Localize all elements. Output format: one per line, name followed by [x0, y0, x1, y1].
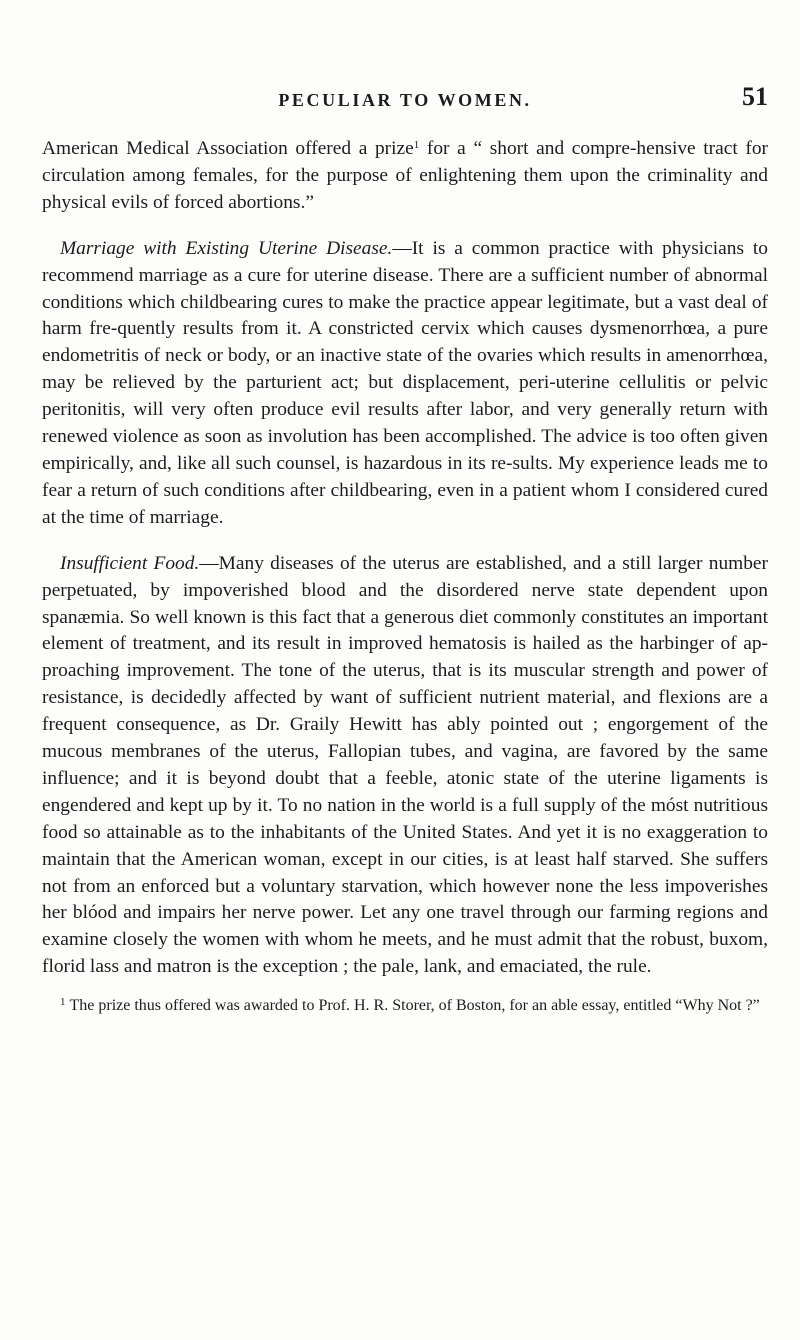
paragraph-text: —It is a common practice with physicians to recommend marriage as a cure for uterine disease. There are a sufficient number of abnormal conditions which childbearing cures to make the practice appear legitimate, but a vast deal of harm fre-quently results from it. A constricted cervix which causes dysmenorrhœa, a pure endometritis of neck or body, or an inactive state of the ovaries which results in amenorrhœa, may be relieved by the parturient act; but displacement, peri-uterine cellulitis or pelvic peritonitis, will very often produce evil results after labor, and very generally return with renewed violence as soon as involution has been accomplished. The advice is too often given empirically, and, like all such counsel, is hazardous in its re-sults. My experience leads me to fear a return of such conditions after childbearing, even in a patient whom I considered cured at the time of marriage.: [42, 237, 768, 528]
section-heading-marriage: Marriage with Existing Uterine Disease.: [60, 237, 393, 259]
footnote-mark: 1: [60, 996, 66, 1009]
footnote-text: The prize thus offered was awarded to Prof. H. R. Storer, of Boston, for an able essay, entitled “Why Not ?”: [69, 997, 760, 1015]
footnote-reference: 1: [413, 139, 420, 151]
paragraph-association-prize: [42, 136, 768, 217]
paragraph-text: for a “ short and compre-hensive tract for circulation among females, for the purpose of enlightening them upon the criminality and physical evils of forced abortions.”: [42, 138, 769, 213]
page-number: 51: [742, 82, 768, 111]
section-heading-insufficient-food: Insufficient Food.: [60, 552, 200, 574]
paragraph-marriage-uterine-disease: [42, 236, 768, 532]
footnote: [42, 995, 768, 1017]
paragraph-text: American Medical Association offered a prize: [42, 138, 414, 159]
running-title: PECULIAR TO WOMEN.: [278, 90, 532, 110]
paragraph-insufficient-food: [42, 551, 768, 982]
book-page: [42, 82, 769, 1017]
running-head: [42, 82, 768, 120]
paragraph-text: —Many diseases of the uterus are established, and a still larger number perpetuated, by impoverished blood and the disordered nerve state dependent upon spanæmia. So well known is this fact that a generous diet commonly constitutes an important element of treatment, and its result in improved hematosis is hailed as the harbinger of ap-proaching improvement. The tone of the uterus, that is its muscular strength and power of resistance, is decidedly affected by want of sufficient nutrient material, and flexions are a frequent consequence, as Dr. Graily Hewitt has ably pointed out ; engorgement of the mucous membranes of the uterus, Fallopian tubes, and vagina, are favored by the same influence; and it is beyond doubt that a feeble, atonic state of the uterine ligaments is engendered and kept up by it. To no nation in the world is a full supply of the móst nutritious food so attainable as to the inhabitants of the United States. And yet it is no exaggeration to maintain that the American woman, except in our cities, is at least half starved. She suffers not from an enforced but a voluntary starvation, which however none the less impoverishes her blóod and impairs her nerve power. Let any one travel through our farming regions and examine closely the women with whom he meets, and he must admit that the robust, buxom, florid lass and matron is the exception ; the pale, lank, and emaciated, the rule.: [42, 552, 768, 978]
